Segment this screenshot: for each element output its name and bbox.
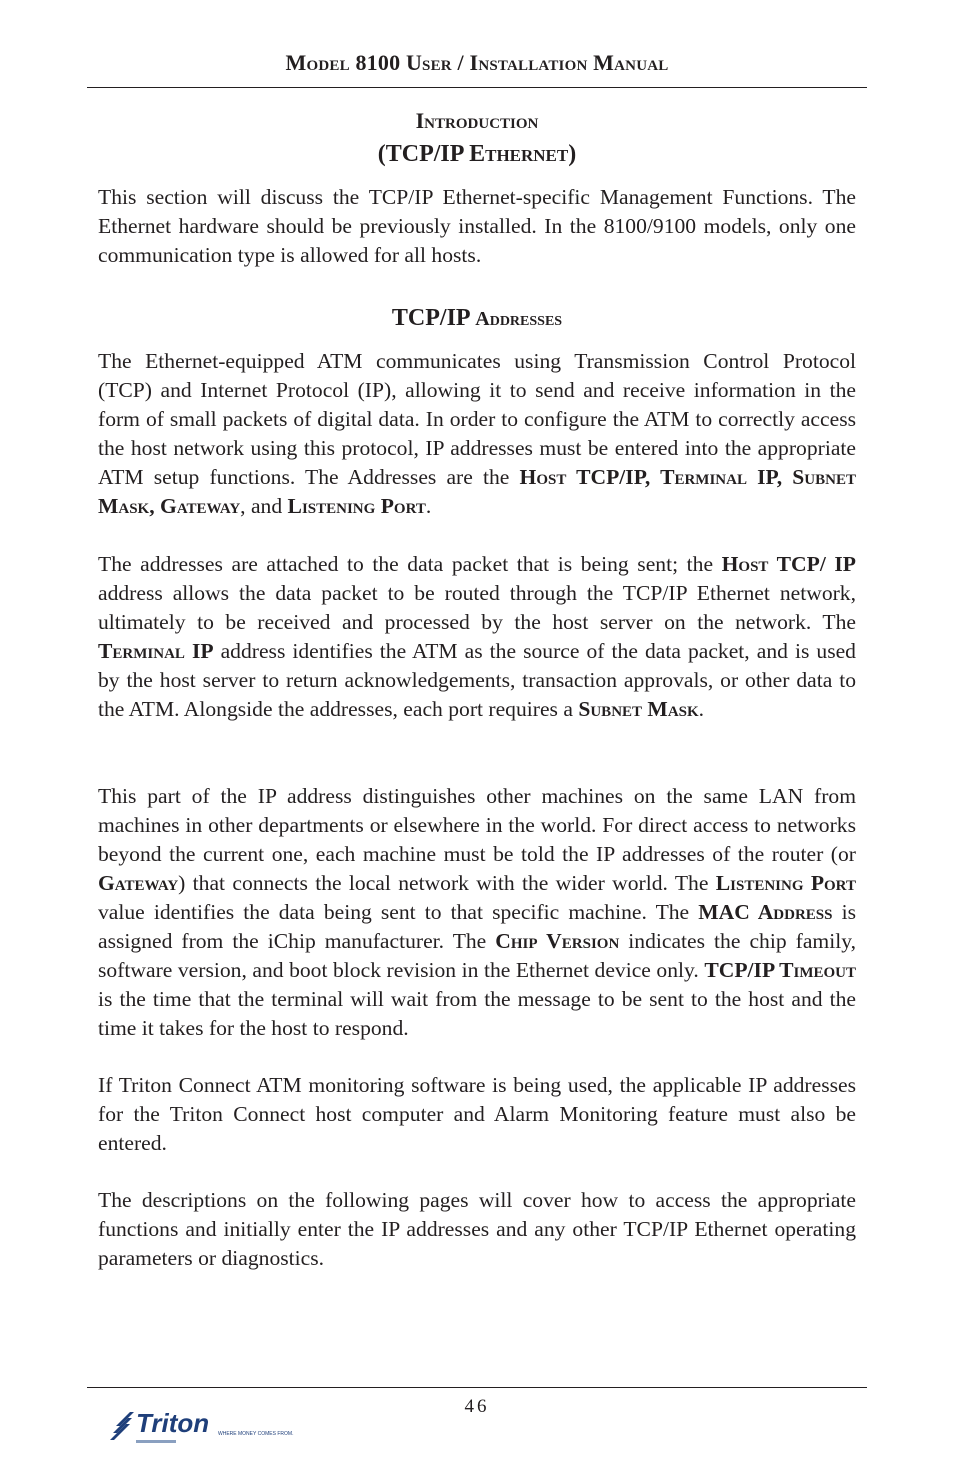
logo-subline bbox=[136, 1440, 176, 1443]
header-rule bbox=[87, 87, 867, 88]
triton-logo bbox=[110, 1402, 330, 1452]
addresses-paragraph-3: This part of the IP address distinguishes other machines on the same LAN from machines in other departments or elsewhere in the world. For direct access to networks beyond the current one, each machine must be told the IP addresses of the router (or Gateway) that connects the local network with the wider world. The Listening Port value identifies the data being sent to that specific machine. The MAC Address is assigned from the iChip manufacturer. The Chip Version indicates the chip family, software version, and boot block revision in the Ethernet device only. TCP/IP Timeout is the time that the terminal will wait from the message to be sent to the host and the time it takes for the host to respond. bbox=[98, 784, 856, 1040]
logo-tagline: WHERE MONEY COMES FROM. bbox=[218, 1431, 294, 1437]
intro-paragraph: This section will discuss the TCP/IP Ethernet-specific Management Functions. The Ethernet hardware should be previously installed. In the 8100/9100 models, only one communication type is allowed for all hosts. bbox=[98, 185, 856, 267]
running-header-title: Model 8100 User / Installation Manual bbox=[285, 50, 669, 75]
logo-wordmark: Triton bbox=[136, 1408, 210, 1438]
page-number: 46 bbox=[464, 1396, 490, 1417]
section-subtitle: (TCP/IP Ethernet) bbox=[377, 141, 577, 167]
addresses-paragraph-1: The Ethernet-equipped ATM communicates using Transmission Control Protocol (TCP) and Internet Protocol (IP), allowing it to send and receive information in the form of small packets of digital data. In order to configure the ATM to correctly access the host network using this protocol, IP addresses must be entered into the appropriate ATM setup functions. The Addresses are the Host TCP/IP, Terminal IP, Subnet Mask, Gateway, and Listening Port. bbox=[98, 349, 856, 518]
triton-connect-paragraph: If Triton Connect ATM monitoring software is being used, the applicable IP addresses for the Triton Connect host computer and Alarm Monitoring feature must also be entered. bbox=[98, 1073, 856, 1155]
following-pages-paragraph: The descriptions on the following pages will cover how to access the appropriate functions and initially enter the IP addresses and any other TCP/IP Ethernet operating parameters or diagnostics. bbox=[98, 1188, 856, 1270]
addresses-heading: TCP/IP Addresses bbox=[391, 305, 563, 331]
section-title: Introduction bbox=[415, 108, 539, 133]
footer-rule bbox=[87, 1387, 867, 1388]
addresses-paragraph-2: The addresses are attached to the data packet that is being sent; the Host TCP/ IP address allows the data packet to be routed through the TCP/IP Ethernet network, ultimately to be received and processed by the host server on the network. The Terminal IP address identifies the ATM as the source of the data packet, and is used by the host server to return acknowledgements, transaction approvals, or other data to the ATM. Alongside the addresses, each port requires a Subnet Mask. bbox=[98, 552, 856, 721]
